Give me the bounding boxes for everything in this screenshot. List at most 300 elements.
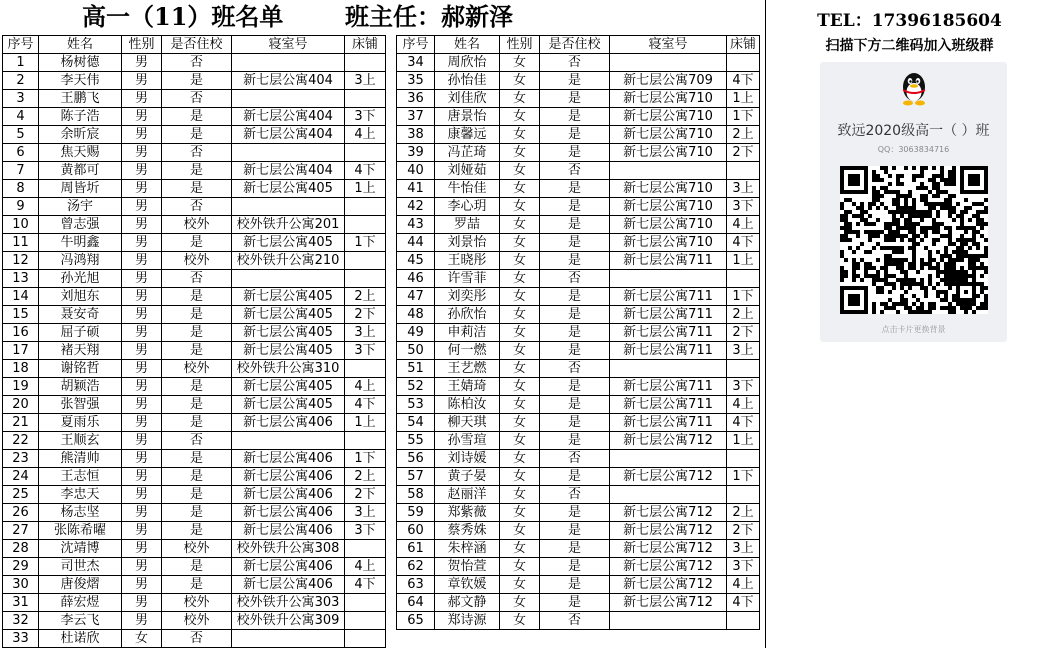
dorm-room-cell: 新七层公寓711 [610, 288, 727, 306]
bed-cell: 3下 [345, 108, 386, 126]
table-row [3, 342, 386, 360]
student-name-cell: 刘娅茹 [435, 162, 500, 180]
dorm-room-cell: 新七层公寓404 [232, 108, 345, 126]
dorm-room-cell [610, 54, 727, 72]
row-number-cell: 14 [3, 288, 39, 306]
dorm-room-cell [610, 612, 727, 630]
boarding-status-cell: 是 [162, 396, 232, 414]
bed-cell [727, 54, 760, 72]
dorm-room-cell: 校外铁升公寓303 [232, 594, 345, 612]
row-number-cell: 24 [3, 468, 39, 486]
dorm-room-cell: 新七层公寓405 [232, 324, 345, 342]
bed-cell: 1上 [345, 414, 386, 432]
student-name-cell: 夏雨乐 [39, 414, 122, 432]
gender-cell: 女 [500, 288, 540, 306]
row-number-cell: 53 [397, 396, 435, 414]
dorm-room-cell: 新七层公寓405 [232, 378, 345, 396]
gender-cell: 男 [122, 126, 162, 144]
table-row [397, 486, 760, 504]
boarding-status-cell: 是 [540, 468, 610, 486]
bed-cell [727, 162, 760, 180]
student-name-cell: 孙光旭 [39, 270, 122, 288]
bed-cell: 4上 [727, 216, 760, 234]
bed-cell: 2上 [727, 126, 760, 144]
table-row [3, 450, 386, 468]
gender-cell: 女 [500, 396, 540, 414]
student-name-cell: 杨志坚 [39, 504, 122, 522]
row-number-cell: 64 [397, 594, 435, 612]
row-number-cell: 50 [397, 342, 435, 360]
table-row [3, 126, 386, 144]
student-name-cell: 申莉洁 [435, 324, 500, 342]
row-number-cell: 41 [397, 180, 435, 198]
table-row [397, 324, 760, 342]
gender-cell: 女 [500, 306, 540, 324]
dorm-room-cell: 新七层公寓404 [232, 72, 345, 90]
bed-cell [345, 252, 386, 270]
row-number-cell: 10 [3, 216, 39, 234]
row-number-cell: 27 [3, 522, 39, 540]
row-number-cell: 11 [3, 234, 39, 252]
gender-cell: 男 [122, 198, 162, 216]
bed-cell: 3上 [727, 180, 760, 198]
dorm-room-cell [610, 360, 727, 378]
bed-cell [345, 144, 386, 162]
bed-cell [345, 270, 386, 288]
boarding-status-cell: 是 [540, 108, 610, 126]
student-name-cell: 罗喆 [435, 216, 500, 234]
student-name-cell: 王顺玄 [39, 432, 122, 450]
dorm-room-cell: 校外铁升公寓308 [232, 540, 345, 558]
gender-cell: 女 [500, 144, 540, 162]
row-number-cell: 36 [397, 90, 435, 108]
boarding-status-cell: 是 [540, 234, 610, 252]
head-teacher-title: 班主任：郝新泽 [345, 2, 513, 31]
table-header-row [3, 36, 386, 54]
row-number-cell: 65 [397, 612, 435, 630]
bed-cell: 2上 [345, 468, 386, 486]
gender-cell: 女 [500, 54, 540, 72]
gender-cell: 女 [500, 468, 540, 486]
dorm-room-cell: 新七层公寓711 [610, 342, 727, 360]
row-number-cell: 57 [397, 468, 435, 486]
row-number-cell: 15 [3, 306, 39, 324]
student-name-cell: 刘诗媛 [435, 450, 500, 468]
boarding-status-cell: 否 [540, 162, 610, 180]
table-row [3, 540, 386, 558]
gender-cell: 女 [500, 90, 540, 108]
boarding-status-cell: 否 [162, 198, 232, 216]
boarding-status-cell: 否 [540, 486, 610, 504]
student-name-cell: 章钦媛 [435, 576, 500, 594]
table-row [397, 180, 760, 198]
student-name-cell: 杨树德 [39, 54, 122, 72]
boarding-status-cell: 是 [540, 594, 610, 612]
bed-cell: 1下 [727, 108, 760, 126]
dorm-room-cell: 新七层公寓712 [610, 504, 727, 522]
scan-instruction: 扫描下方二维码加入班级群 [825, 38, 994, 54]
gender-cell: 女 [500, 162, 540, 180]
bed-cell: 1上 [727, 90, 760, 108]
bed-cell: 3上 [345, 324, 386, 342]
student-name-cell: 余昕宸 [39, 126, 122, 144]
bed-cell [345, 540, 386, 558]
gender-cell: 女 [500, 504, 540, 522]
table-row [3, 612, 386, 630]
gender-cell: 男 [122, 144, 162, 162]
row-number-cell: 17 [3, 342, 39, 360]
row-number-cell: 48 [397, 306, 435, 324]
boarding-status-cell: 否 [162, 630, 232, 648]
dorm-room-cell: 新七层公寓710 [610, 90, 727, 108]
boarding-status-cell: 是 [540, 216, 610, 234]
boarding-status-cell: 是 [540, 126, 610, 144]
boarding-status-cell: 是 [162, 234, 232, 252]
boarding-status-cell: 校外 [162, 360, 232, 378]
table-row [397, 72, 760, 90]
dorm-room-cell: 新七层公寓405 [232, 396, 345, 414]
row-number-cell: 4 [3, 108, 39, 126]
dorm-room-cell [610, 162, 727, 180]
student-name-cell: 王志恒 [39, 468, 122, 486]
table-row [397, 612, 760, 630]
table-row [3, 54, 386, 72]
row-number-cell: 30 [3, 576, 39, 594]
row-number-cell: 59 [397, 504, 435, 522]
gender-cell: 男 [122, 486, 162, 504]
boarding-status-cell: 是 [540, 576, 610, 594]
row-number-cell: 23 [3, 450, 39, 468]
student-name-cell: 孙怡佳 [435, 72, 500, 90]
student-name-cell: 屈子硕 [39, 324, 122, 342]
boarding-status-cell: 是 [162, 108, 232, 126]
table-row [397, 414, 760, 432]
row-number-cell: 5 [3, 126, 39, 144]
row-number-cell: 20 [3, 396, 39, 414]
row-number-cell: 54 [397, 414, 435, 432]
bed-cell: 4上 [345, 378, 386, 396]
table-row [3, 270, 386, 288]
dorm-room-cell: 新七层公寓405 [232, 234, 345, 252]
gender-cell: 男 [122, 306, 162, 324]
qq-group-name: 致远2020级高一（ ）班 [837, 123, 990, 139]
gender-cell: 男 [122, 234, 162, 252]
boarding-status-cell: 校外 [162, 612, 232, 630]
boarding-status-cell: 是 [162, 162, 232, 180]
gender-cell: 男 [122, 594, 162, 612]
gender-cell: 女 [500, 558, 540, 576]
gender-cell: 女 [500, 540, 540, 558]
table-row [397, 252, 760, 270]
dorm-room-cell: 新七层公寓711 [610, 396, 727, 414]
row-number-cell: 33 [3, 630, 39, 648]
row-number-cell: 22 [3, 432, 39, 450]
table-row [397, 216, 760, 234]
row-number-cell: 49 [397, 324, 435, 342]
bed-cell [727, 486, 760, 504]
row-number-cell: 8 [3, 180, 39, 198]
student-name-cell: 黄子晏 [435, 468, 500, 486]
boarding-status-cell: 是 [540, 522, 610, 540]
dorm-room-cell: 新七层公寓712 [610, 540, 727, 558]
table-row [3, 234, 386, 252]
dorm-room-cell: 新七层公寓406 [232, 576, 345, 594]
row-number-cell: 2 [3, 72, 39, 90]
boarding-status-cell: 是 [162, 306, 232, 324]
bed-cell: 1下 [345, 234, 386, 252]
bed-cell [345, 594, 386, 612]
boarding-status-cell: 是 [540, 414, 610, 432]
boarding-status-cell: 校外 [162, 540, 232, 558]
boarding-status-cell: 否 [540, 360, 610, 378]
column-header-dorm-room: 寝室号 [610, 36, 727, 54]
bed-cell: 1上 [345, 180, 386, 198]
dorm-room-cell: 新七层公寓709 [610, 72, 727, 90]
bed-cell: 3下 [345, 522, 386, 540]
student-name-cell: 胡颖浩 [39, 378, 122, 396]
dorm-room-cell: 新七层公寓712 [610, 432, 727, 450]
student-name-cell: 许雪菲 [435, 270, 500, 288]
table-row [397, 342, 760, 360]
dorm-room-cell [232, 630, 345, 648]
gender-cell: 男 [122, 558, 162, 576]
bed-cell: 4上 [727, 396, 760, 414]
student-name-cell: 褚天翔 [39, 342, 122, 360]
gender-cell: 女 [500, 108, 540, 126]
row-number-cell: 60 [397, 522, 435, 540]
student-name-cell: 司世杰 [39, 558, 122, 576]
bed-cell [727, 612, 760, 630]
dorm-room-cell [610, 486, 727, 504]
student-name-cell: 聂安奇 [39, 306, 122, 324]
bed-cell: 4下 [727, 234, 760, 252]
row-number-cell: 12 [3, 252, 39, 270]
table-row [3, 378, 386, 396]
gender-cell: 男 [122, 342, 162, 360]
column-header-bed: 床铺 [727, 36, 760, 54]
row-number-cell: 56 [397, 450, 435, 468]
boarding-status-cell: 是 [162, 414, 232, 432]
table-row [397, 360, 760, 378]
boarding-status-cell: 校外 [162, 216, 232, 234]
bed-cell [727, 270, 760, 288]
student-name-cell: 周欣怡 [435, 54, 500, 72]
gender-cell: 女 [500, 234, 540, 252]
gender-cell: 男 [122, 414, 162, 432]
dorm-room-cell: 新七层公寓711 [610, 324, 727, 342]
gender-cell: 女 [500, 216, 540, 234]
boarding-status-cell: 是 [540, 306, 610, 324]
student-name-cell: 王婧琦 [435, 378, 500, 396]
dorm-room-cell: 新七层公寓406 [232, 522, 345, 540]
boarding-status-cell: 否 [162, 144, 232, 162]
table-row [397, 522, 760, 540]
gender-cell: 男 [122, 522, 162, 540]
row-number-cell: 26 [3, 504, 39, 522]
bed-cell: 2上 [727, 306, 760, 324]
gender-cell: 女 [122, 630, 162, 648]
dorm-room-cell: 新七层公寓712 [610, 522, 727, 540]
bed-cell: 1下 [727, 468, 760, 486]
boarding-status-cell: 校外 [162, 252, 232, 270]
student-name-cell: 杜诺欣 [39, 630, 122, 648]
student-name-cell: 谢铭哲 [39, 360, 122, 378]
bed-cell [345, 432, 386, 450]
gender-cell: 男 [122, 396, 162, 414]
boarding-status-cell: 是 [540, 396, 610, 414]
dorm-room-cell: 新七层公寓405 [232, 180, 345, 198]
column-divider [765, 0, 766, 648]
bed-cell: 4上 [345, 558, 386, 576]
dorm-room-cell: 新七层公寓710 [610, 108, 727, 126]
row-number-cell: 6 [3, 144, 39, 162]
dorm-room-cell: 新七层公寓712 [610, 558, 727, 576]
dorm-room-cell: 新七层公寓710 [610, 144, 727, 162]
column-header-boarding-status: 是否住校 [540, 36, 610, 54]
gender-cell: 女 [500, 324, 540, 342]
table-row [3, 144, 386, 162]
student-name-cell: 刘佳欣 [435, 90, 500, 108]
student-name-cell: 唐俊熠 [39, 576, 122, 594]
table-row [3, 216, 386, 234]
bed-cell: 4下 [727, 594, 760, 612]
student-name-cell: 李心玥 [435, 198, 500, 216]
table-row [3, 468, 386, 486]
row-number-cell: 32 [3, 612, 39, 630]
gender-cell: 男 [122, 108, 162, 126]
student-name-cell: 郝文静 [435, 594, 500, 612]
row-number-cell: 13 [3, 270, 39, 288]
boarding-status-cell: 是 [162, 126, 232, 144]
student-name-cell: 黄都可 [39, 162, 122, 180]
table-row [397, 90, 760, 108]
column-header-row-number: 序号 [3, 36, 39, 54]
boarding-status-cell: 是 [540, 342, 610, 360]
gender-cell: 男 [122, 324, 162, 342]
row-number-cell: 28 [3, 540, 39, 558]
bed-cell: 1上 [727, 252, 760, 270]
bed-cell: 4下 [345, 576, 386, 594]
student-name-cell: 牛怡佳 [435, 180, 500, 198]
table-row [3, 594, 386, 612]
student-name-cell: 蔡秀姝 [435, 522, 500, 540]
student-name-cell: 冯鸿翔 [39, 252, 122, 270]
column-header-boarding-status: 是否住校 [162, 36, 232, 54]
gender-cell: 女 [500, 414, 540, 432]
student-name-cell: 刘旭东 [39, 288, 122, 306]
dorm-room-cell: 新七层公寓710 [610, 198, 727, 216]
dorm-room-cell: 新七层公寓405 [232, 306, 345, 324]
bed-cell [727, 450, 760, 468]
dorm-room-cell: 校外铁升公寓210 [232, 252, 345, 270]
table-row [3, 432, 386, 450]
gender-cell: 男 [122, 378, 162, 396]
bed-cell: 3上 [727, 540, 760, 558]
table-row [397, 270, 760, 288]
row-number-cell: 16 [3, 324, 39, 342]
row-number-cell: 25 [3, 486, 39, 504]
table-row [397, 558, 760, 576]
dorm-room-cell: 新七层公寓710 [610, 126, 727, 144]
table-row [397, 450, 760, 468]
bed-cell: 2下 [727, 522, 760, 540]
table-header-row [397, 36, 760, 54]
bed-cell: 2上 [345, 288, 386, 306]
row-number-cell: 45 [397, 252, 435, 270]
boarding-status-cell: 是 [162, 324, 232, 342]
student-name-cell: 郑诗源 [435, 612, 500, 630]
column-header-dorm-room: 寝室号 [232, 36, 345, 54]
student-name-cell: 李云飞 [39, 612, 122, 630]
student-name-cell: 孙欣怡 [435, 306, 500, 324]
table-row [397, 144, 760, 162]
student-name-cell: 冯芷琦 [435, 144, 500, 162]
table-row [3, 576, 386, 594]
student-name-cell: 刘景怡 [435, 234, 500, 252]
dorm-room-cell [232, 144, 345, 162]
gender-cell: 女 [500, 378, 540, 396]
table-row [3, 522, 386, 540]
table-row [3, 198, 386, 216]
gender-cell: 女 [500, 450, 540, 468]
boarding-status-cell: 否 [162, 54, 232, 72]
column-header-student-name: 姓名 [39, 36, 122, 54]
gender-cell: 女 [500, 270, 540, 288]
bed-cell: 3下 [727, 558, 760, 576]
bed-cell: 4下 [727, 414, 760, 432]
boarding-status-cell: 是 [162, 72, 232, 90]
gender-cell: 女 [500, 126, 540, 144]
student-name-cell: 张陈希曜 [39, 522, 122, 540]
dorm-room-cell: 新七层公寓711 [610, 306, 727, 324]
table-row [397, 54, 760, 72]
qq-group-card[interactable] [820, 62, 1007, 342]
student-name-cell: 焦天赐 [39, 144, 122, 162]
bed-cell: 3上 [727, 342, 760, 360]
bed-cell [727, 360, 760, 378]
table-row [397, 126, 760, 144]
bed-cell: 3上 [345, 504, 386, 522]
table-row [397, 162, 760, 180]
gender-cell: 女 [500, 522, 540, 540]
table-row [397, 504, 760, 522]
bed-cell: 4下 [727, 72, 760, 90]
row-number-cell: 46 [397, 270, 435, 288]
gender-cell: 男 [122, 90, 162, 108]
gender-cell: 男 [122, 216, 162, 234]
boarding-status-cell: 是 [162, 180, 232, 198]
bed-cell [345, 612, 386, 630]
card-hint: 点击卡片更换背景 [881, 325, 946, 334]
boarding-status-cell: 否 [540, 612, 610, 630]
student-name-cell: 朱梓涵 [435, 540, 500, 558]
dorm-room-cell [610, 450, 727, 468]
dorm-room-cell: 校外铁升公寓309 [232, 612, 345, 630]
row-number-cell: 9 [3, 198, 39, 216]
table-row [397, 432, 760, 450]
student-name-cell: 王晓彤 [435, 252, 500, 270]
boarding-status-cell: 否 [162, 432, 232, 450]
table-row [3, 180, 386, 198]
qq-group-number: QQ：3063834716 [877, 145, 950, 154]
row-number-cell: 34 [397, 54, 435, 72]
student-name-cell: 郑紫薇 [435, 504, 500, 522]
class-list-title: 高一（11）班名单 [82, 2, 284, 31]
bed-cell: 2上 [727, 504, 760, 522]
dorm-room-cell [232, 270, 345, 288]
row-number-cell: 7 [3, 162, 39, 180]
boarding-status-cell: 是 [162, 522, 232, 540]
